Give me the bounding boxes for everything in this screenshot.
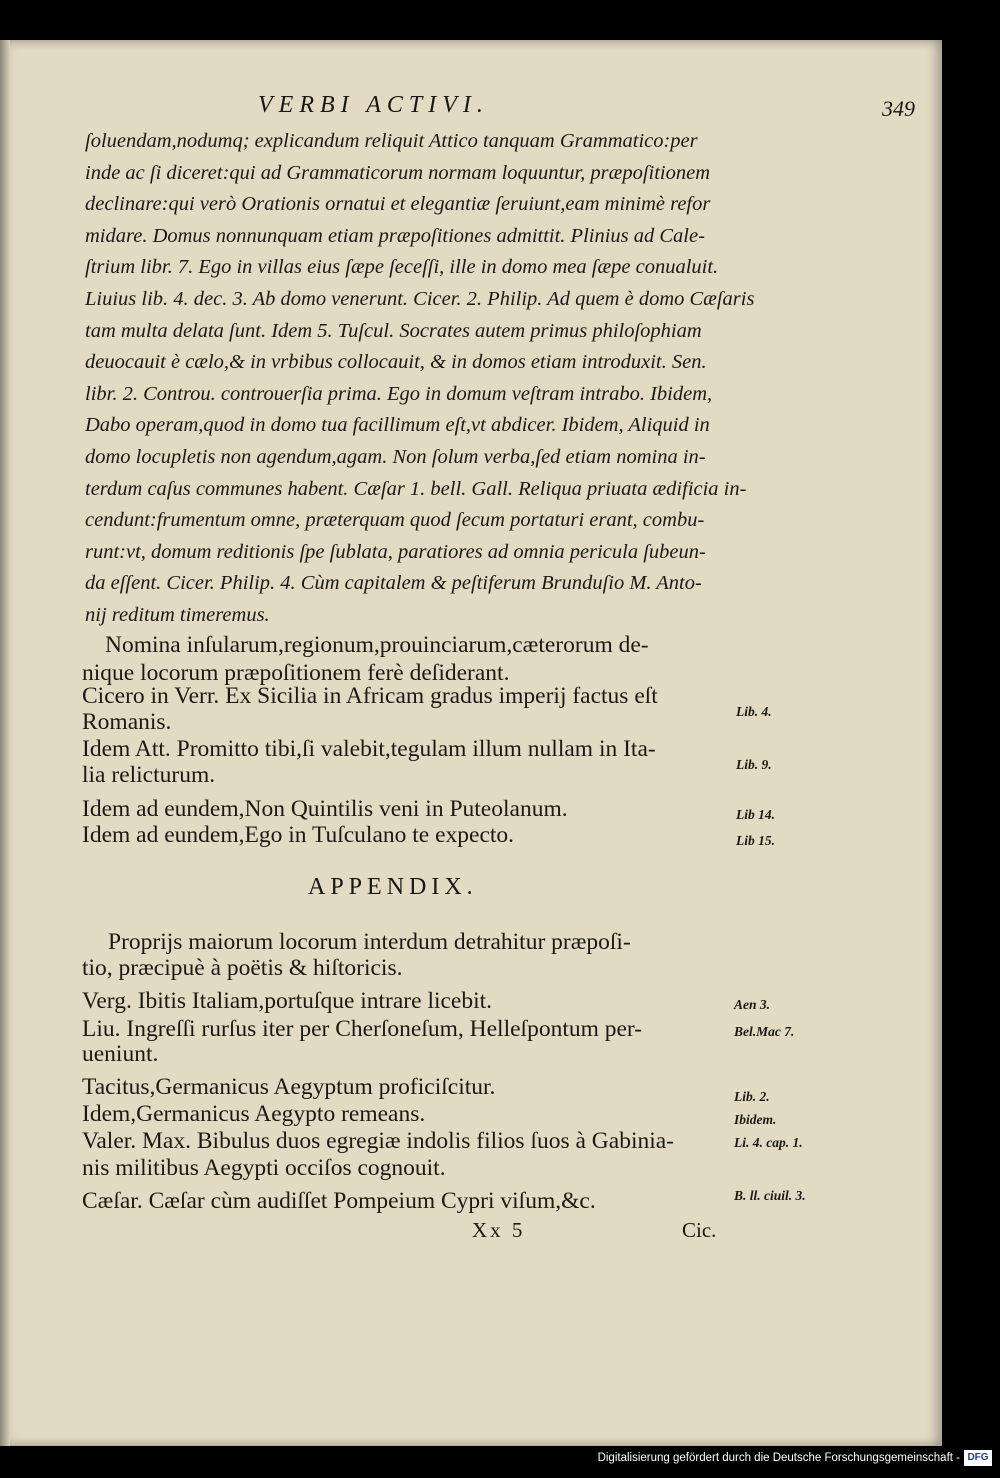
text-line: ſoluendam,nodumq; explicandum reliquit Attico tanquam Grammatico:per [85, 130, 698, 152]
text-line: Dabo operam,quod in domo tua facillimum eſt,vt abdicer. Ibidem, Aliquid in [85, 414, 710, 437]
margin-note: B. ll. ciuil. 3. [734, 1188, 806, 1203]
section2-line: Valer. Max. Bibulus duos egregiæ indolis filios ſuos à Gabinia- [82, 1128, 675, 1154]
section2-line: Tacitus,Germanicus Aegyptum proficiſcitur. [82, 1074, 496, 1100]
signature-mark: Xx 5 [472, 1218, 526, 1242]
page-number: 349 [882, 96, 915, 121]
text-line: da eſſent. Cicer. Philip. 4. Cùm capitalem & peſtiferum Brunduſio M. Anto- [85, 572, 702, 595]
italic-text-block [85, 126, 775, 632]
text-line: inde ac ſi diceret:qui ad Grammaticorum normam loquuntur, præpoſitionem [85, 161, 711, 184]
section1-line: Nomina inſularum,regionum,prouinciarum,cæterorum de- [105, 632, 649, 658]
section2-line: ueniunt. [82, 1041, 159, 1067]
running-head: VERBI ACTIVI. [258, 92, 489, 118]
digitization-credit: Digitalisierung gefördert durch die Deutsche Forschungsgemeinschaft - [597, 1452, 960, 1464]
text-line: ſtrium libr. 7. Ego in villas eius ſæpe ſeceſſi, ille in domo mea ſæpe conualuit. [85, 256, 719, 279]
section2-line: nis militibus Aegypti occiſos cognouit. [82, 1155, 446, 1181]
text-line: nij reditum timeremus. [85, 603, 270, 626]
text-line: domo locupletis non agendum,agam. Non ſolum verba,ſed etiam nomina in- [85, 445, 706, 468]
catchword: Cic. [682, 1218, 717, 1242]
margin-note: Ibidem. [734, 1112, 777, 1127]
dfg-logo: DFG [964, 1450, 992, 1466]
appendix-heading: APPENDIX. [308, 874, 478, 900]
margin-note: Bel.Mac 7. [734, 1024, 795, 1039]
text-line: Liuius lib. 4. dec. 3. Ab domo venerunt. Cicer. 2. Philip. Ad quem è domo Cæſaris [85, 287, 755, 310]
section1-line: Idem ad eundem,Ego in Tuſculano te expecto. [82, 822, 515, 848]
margin-note: Lib. 4. [736, 704, 772, 719]
margin-note: Aen 3. [734, 997, 771, 1012]
text-line: cendunt:frumentum omne, præterquam quod ſecum portaturi erant, combu- [85, 509, 705, 532]
section1-line: Cicero in Verr. Ex Sicilia in Africam gradus imperij factus eſt [82, 683, 658, 709]
text-line: libr. 2. Controu. controuerſia prima. Ego in domum veſtram intrabo. Ibidem, [85, 382, 713, 405]
section2-line: Verg. Ibitis Italiam,portuſque intrare licebit. [82, 988, 493, 1014]
text-line: tam multa delata ſunt. Idem 5. Tuſcul. Socrates autem primus philoſophiam [85, 319, 702, 342]
section2-line: Cæſar. Cæſar cùm audiſſet Pompeium Cypri viſum,&c. [82, 1188, 596, 1214]
margin-note: Lib 15. [736, 833, 775, 848]
section1-line: Idem Att. Promitto tibi,ſi valebit,tegulam illum nullam in Ita- [82, 736, 656, 762]
margin-note: Lib. 9. [736, 757, 772, 772]
section1-line: lia relicturum. [82, 762, 216, 788]
text-line: declinare:qui verò Orationis ornatui et elegantiæ ſeruiunt,eam minimè refor [85, 193, 711, 216]
text-line: terdum caſus communes habent. Cæſar 1. bell. Gall. Reliqua priuata ædificia in- [85, 477, 747, 500]
section2-line: Liu. Ingreſſi rurſus iter per Cherſoneſum, Helleſpontum per- [82, 1016, 643, 1042]
section2-line: Proprijs maiorum locorum interdum detrahitur præpoſi- [108, 929, 631, 955]
text-line: runt:vt, domum reditionis ſpe ſublata, paratiores ad omnia pericula ſubeun- [85, 540, 706, 563]
margin-note: Lib 14. [736, 807, 775, 822]
page-edge [0, 40, 10, 1446]
text-line: deuocauit è cælo,& in vrbibus collocauit, & in domos etiam introduxit. Sen. [85, 351, 707, 374]
section1-line: nique locorum præpoſitionem ferè deſiderant. [82, 660, 510, 686]
margin-note: Li. 4. cap. 1. [734, 1135, 803, 1150]
section1-line: Romanis. [82, 709, 172, 735]
text-line: midare. Domus nonnunquam etiam præpoſitiones admittit. Plinius ad Cale- [85, 224, 705, 247]
section1-line: Idem ad eundem,Non Quintilis veni in Puteolanum. [82, 796, 568, 822]
section2-line: tio, præcipuè à poëtis & hiſtoricis. [82, 955, 403, 981]
section2-line: Idem,Germanicus Aegypto remeans. [82, 1101, 426, 1127]
margin-note: Lib. 2. [734, 1089, 770, 1104]
